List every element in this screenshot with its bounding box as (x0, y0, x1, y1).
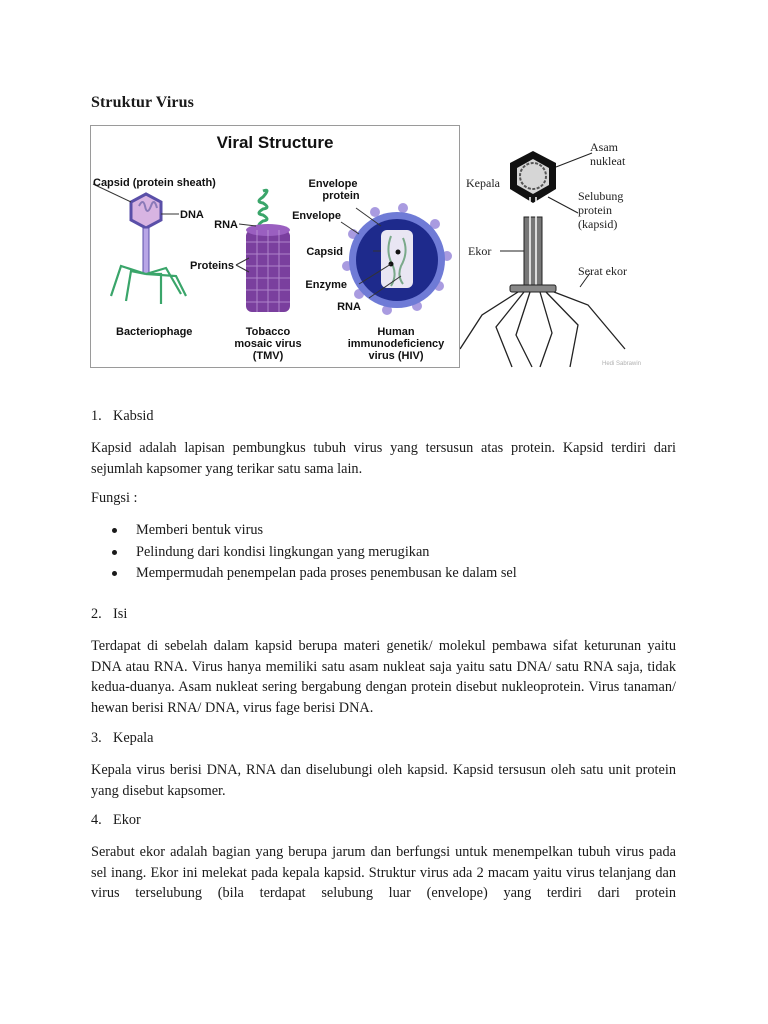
list-item: Mempermudah penempelan pada proses penembusan ke dalam sel (112, 563, 517, 585)
viral-structure-figure (90, 125, 460, 368)
label-rna-tmv: RNA (214, 219, 238, 231)
label-dna: DNA (180, 209, 204, 221)
label-capsid-sheath: Capsid (protein sheath) (93, 177, 216, 189)
hiv-illustration (341, 203, 452, 315)
figure-heading: Viral Structure (216, 133, 334, 152)
paragraph-isi: Terdapat di sebelah dalam kapsid berupa materi genetik/ molekul pembawa sifat keturunan yaitu DNA atau RNA. Virus hanya memiliki satu asam nukleat saja yaitu satu DNA/ satu RNA saja, tidak kedua-duanya. Asam nukleat sering bergabung dengan protein disebut nukleoprotein. Virus tanaman/ hewan berisi RNA/ DNA, virus fage berisi DNA. (91, 638, 676, 716)
section-heading-kepala (91, 730, 153, 747)
section-heading-isi (91, 606, 127, 623)
label-envelope: Envelope (292, 210, 341, 222)
section-number: 4. (91, 812, 102, 828)
label-selubung-line3: (kapsid) (578, 217, 618, 231)
label-rna-hiv: RNA (337, 301, 361, 313)
caption-hiv-line2: immunodeficiency (347, 338, 445, 350)
label-serat-ekor: Serat ekor (578, 264, 627, 278)
section-title: Ekor (113, 812, 141, 828)
label-envelope-protein-line2: protein (322, 190, 360, 202)
section-title: Kabsid (113, 408, 154, 424)
fungsi-list (112, 520, 517, 585)
label-capsid: Capsid (306, 246, 343, 258)
section-title: Kepala (113, 730, 154, 746)
caption-hiv-line1: Human (377, 326, 415, 338)
viral-structure-diagram (91, 126, 459, 367)
paragraph-kabsid: Kapsid adalah lapisan pembungkus tubuh virus yang tersusun atas protein. Kapsid terdiri dari sejumlah kapsomer yang terikar satu sama lain. (91, 440, 676, 477)
caption-bacteriophage: Bacteriophage (116, 326, 193, 338)
page-title: Struktur Virus (91, 94, 194, 111)
label-envelope-protein-line1: Envelope (308, 178, 358, 190)
bullet-icon (112, 571, 117, 576)
bacteriophage-illustration (93, 184, 186, 304)
tail-fibers (460, 292, 625, 367)
list-item: Pelindung dari kondisi lingkungan yang merugikan (112, 542, 517, 564)
label-enzyme: Enzyme (305, 279, 347, 291)
paragraph-ekor: Serabut ekor adalah bagian yang berupa jarum dan berfungsi untuk menempelkan tubuh virus pada sel inang. Ekor ini melekat pada kepala kapsid. Struktur virus ada 2 macam yaitu virus telanjang dan virus terselubung (bila terdapat selubung luar (envelope) yang terdiri dari protein (91, 844, 676, 901)
fungsi-label: Fungsi : (91, 490, 138, 506)
section-number: 1. (91, 408, 102, 424)
bacteriophage-figure (460, 127, 660, 369)
label-ekor: Ekor (468, 244, 492, 258)
section-heading-kabsid (91, 408, 154, 425)
caption-tmv-line2: mosaic virus (234, 338, 302, 350)
bullet-icon (112, 528, 117, 533)
figure-credit: Hedi Sabrawin (602, 361, 642, 367)
section-heading-ekor (91, 812, 141, 829)
caption-tmv-line1: Tobacco (245, 326, 291, 338)
label-selubung-line2: protein (578, 203, 612, 217)
label-proteins: Proteins (189, 260, 234, 272)
section-title: Isi (113, 606, 128, 622)
phage-head (510, 151, 556, 203)
label-asam-line1: Asam (590, 140, 618, 154)
bacteriophage-diagram (460, 127, 660, 369)
tmv-illustration (236, 190, 290, 312)
label-asam-line2: nukleat (590, 154, 626, 168)
label-kepala: Kepala (466, 176, 500, 190)
caption-hiv-line3: virus (HIV) (368, 350, 424, 362)
caption-tmv-line3: (TMV) (252, 350, 284, 362)
paragraph-kepala: Kepala virus berisi DNA, RNA dan diselubungi oleh kapsid. Kapsid tersusun oleh satu unit protein yang disebut kapsomer. (91, 762, 676, 799)
section-number: 3. (91, 730, 102, 746)
bullet-icon (112, 550, 117, 555)
section-number: 2. (91, 606, 102, 622)
label-selubung-line1: Selubung (578, 189, 624, 203)
list-item: Memberi bentuk virus (112, 520, 517, 542)
